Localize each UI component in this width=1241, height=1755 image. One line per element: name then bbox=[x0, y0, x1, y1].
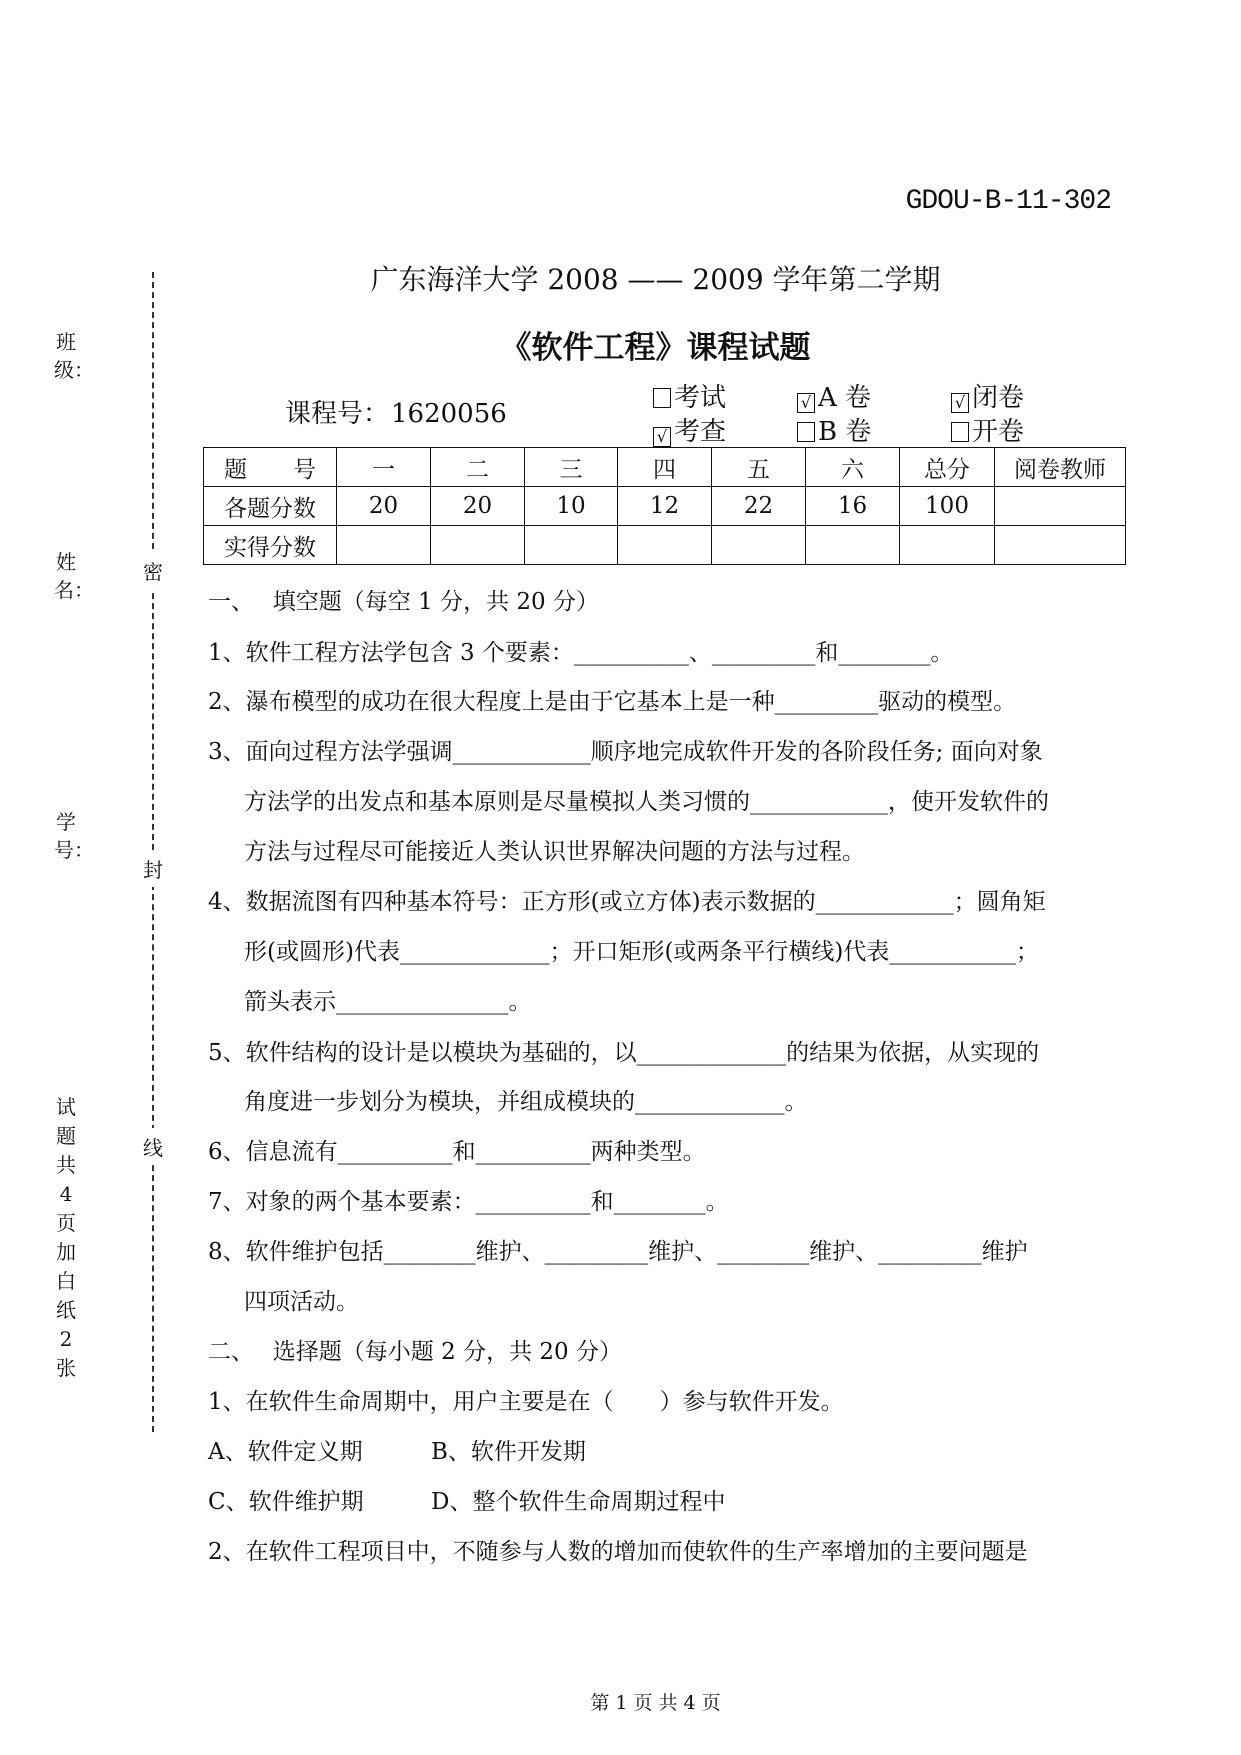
table-cell: 阅卷教师 bbox=[995, 448, 1126, 487]
question-1-4-line-3: 箭头表示_______________。 bbox=[244, 989, 532, 1015]
table-cell: 实得分数 bbox=[204, 526, 337, 565]
score-input-cell[interactable] bbox=[712, 526, 806, 565]
question-1-6: 6、信息流有__________和__________两种类型。 bbox=[208, 1139, 706, 1165]
university-semester-line: 广东海洋大学 2008 —— 2009 学年第二学期 bbox=[370, 263, 941, 296]
student-id-label: 学号： bbox=[54, 810, 94, 862]
question-1-3-line-2: 方法学的出发点和基本原则是尽量模拟人类习惯的____________，使开发软件的 bbox=[244, 789, 1049, 815]
course-label: 课程号： bbox=[285, 399, 390, 429]
score-input-cell[interactable] bbox=[900, 526, 995, 565]
table-cell: 二 bbox=[431, 448, 525, 487]
option-paper-b[interactable]: B 卷 bbox=[797, 411, 871, 448]
table-row bbox=[204, 487, 1126, 526]
table-cell: 六 bbox=[806, 448, 900, 487]
table-cell: 各题分数 bbox=[204, 487, 337, 526]
section-1-title: 一、 填空题（每空 1 分，共 20 分） bbox=[208, 589, 599, 615]
question-1-4-line-1: 4、数据流图有四种基本符号：正方形(或立方体)表示数据的____________；圆角矩 bbox=[208, 889, 1046, 915]
document-code: GDOU-B-11-302 bbox=[905, 186, 1111, 217]
name-label: 姓名： bbox=[54, 550, 94, 602]
table-cell: 20 bbox=[431, 487, 525, 526]
question-2-1: 1、在软件生命周期中，用户主要是在（ ）参与软件开发。 bbox=[208, 1389, 844, 1415]
table-cell: 12 bbox=[618, 487, 712, 526]
pages-info-label: 试题共 4 页 加白纸 2 张 bbox=[56, 1095, 76, 1380]
question-1-7: 7、对象的两个基本要素：__________和________。 bbox=[208, 1189, 729, 1215]
question-1-4-line-2: 形(或圆形)代表_____________；开口矩形(或两条平行横线)代表___________； bbox=[244, 939, 1039, 965]
table-cell: 一 bbox=[337, 448, 431, 487]
table-row bbox=[204, 526, 1126, 565]
score-input-cell[interactable] bbox=[337, 526, 431, 565]
table-cell bbox=[995, 487, 1126, 526]
option-closed-book[interactable]: √ 闭卷 bbox=[951, 377, 1024, 414]
table-cell: 五 bbox=[712, 448, 806, 487]
score-input-cell[interactable] bbox=[431, 526, 525, 565]
question-2-1-option-a: A、软件定义期 bbox=[208, 1439, 363, 1465]
page-footer: 第 1 页 共 4 页 bbox=[590, 1692, 721, 1714]
checkbox-paper-b[interactable] bbox=[797, 422, 815, 442]
question-1-2: 2、瀑布模型的成功在很大程度上是由于它基本上是一种_________驱动的模型。 bbox=[208, 689, 1017, 715]
table-cell: 100 bbox=[900, 487, 995, 526]
table-cell: 20 bbox=[337, 487, 431, 526]
section-2-title: 二、 选择题（每小题 2 分，共 20 分） bbox=[208, 1339, 622, 1365]
question-2-1-option-c: C、软件维护期 bbox=[208, 1489, 364, 1515]
table-cell: 三 bbox=[525, 448, 618, 487]
option-paper-a[interactable]: √ A 卷 bbox=[797, 377, 871, 414]
checkbox-review[interactable]: √ bbox=[653, 427, 671, 447]
score-input-cell[interactable] bbox=[525, 526, 618, 565]
checkbox-open-book[interactable] bbox=[951, 422, 969, 442]
question-1-3-line-1: 3、面向过程方法学强调____________顺序地完成软件开发的各阶段任务; 面向对象 bbox=[208, 739, 1043, 765]
course-number-value: 1620056 bbox=[391, 399, 507, 429]
question-1-3-line-3: 方法与过程尽可能接近人类认识世界解决问题的方法与过程。 bbox=[244, 839, 865, 865]
seal-mark-1: 密 bbox=[143, 552, 163, 589]
option-review[interactable]: √ 考查 bbox=[653, 411, 726, 448]
table-cell: 10 bbox=[525, 487, 618, 526]
score-input-cell[interactable] bbox=[806, 526, 900, 565]
seal-mark-3: 线 bbox=[143, 1128, 163, 1165]
checkbox-closed-book[interactable]: √ bbox=[951, 393, 969, 413]
question-1-8-line-1: 8、软件维护包括________维护、_________维护、________维护、_________维护 bbox=[208, 1239, 1028, 1265]
table-header-row bbox=[204, 448, 1126, 487]
question-2-1-option-b: B、软件开发期 bbox=[431, 1439, 586, 1465]
table-cell: 题 号 bbox=[204, 448, 337, 487]
question-2-1-option-d: D、整个软件生命周期过程中 bbox=[431, 1489, 726, 1515]
checkbox-exam[interactable] bbox=[653, 388, 671, 408]
option-exam[interactable]: 考试 bbox=[653, 377, 726, 414]
question-1-8-line-2: 四项活动。 bbox=[244, 1289, 359, 1315]
question-1-1: 1、软件工程方法学包含 3 个要素：__________、_________和________。 bbox=[208, 640, 954, 666]
checkbox-paper-a[interactable]: √ bbox=[797, 393, 815, 413]
table-cell: 总分 bbox=[900, 448, 995, 487]
question-1-5-line-2: 角度进一步划分为模块，并组成模块的_____________。 bbox=[244, 1089, 808, 1115]
exam-title: 《软件工程》课程试题 bbox=[500, 330, 811, 366]
question-2-2: 2、在软件工程项目中，不随参与人数的增加而使软件的生产率增加的主要问题是 bbox=[208, 1539, 1028, 1565]
score-input-cell[interactable] bbox=[618, 526, 712, 565]
class-label: 班级： bbox=[54, 330, 94, 382]
table-cell: 22 bbox=[712, 487, 806, 526]
table-cell: 16 bbox=[806, 487, 900, 526]
question-1-5-line-1: 5、软件结构的设计是以模块为基础的，以_____________的结果为依据，从实现的 bbox=[208, 1040, 1040, 1066]
score-input-cell[interactable] bbox=[995, 526, 1126, 565]
score-table bbox=[203, 447, 1126, 565]
option-open-book[interactable]: 开卷 bbox=[951, 411, 1024, 448]
course-number bbox=[283, 393, 507, 430]
seal-mark-2: 封 bbox=[143, 850, 163, 887]
table-cell: 四 bbox=[618, 448, 712, 487]
